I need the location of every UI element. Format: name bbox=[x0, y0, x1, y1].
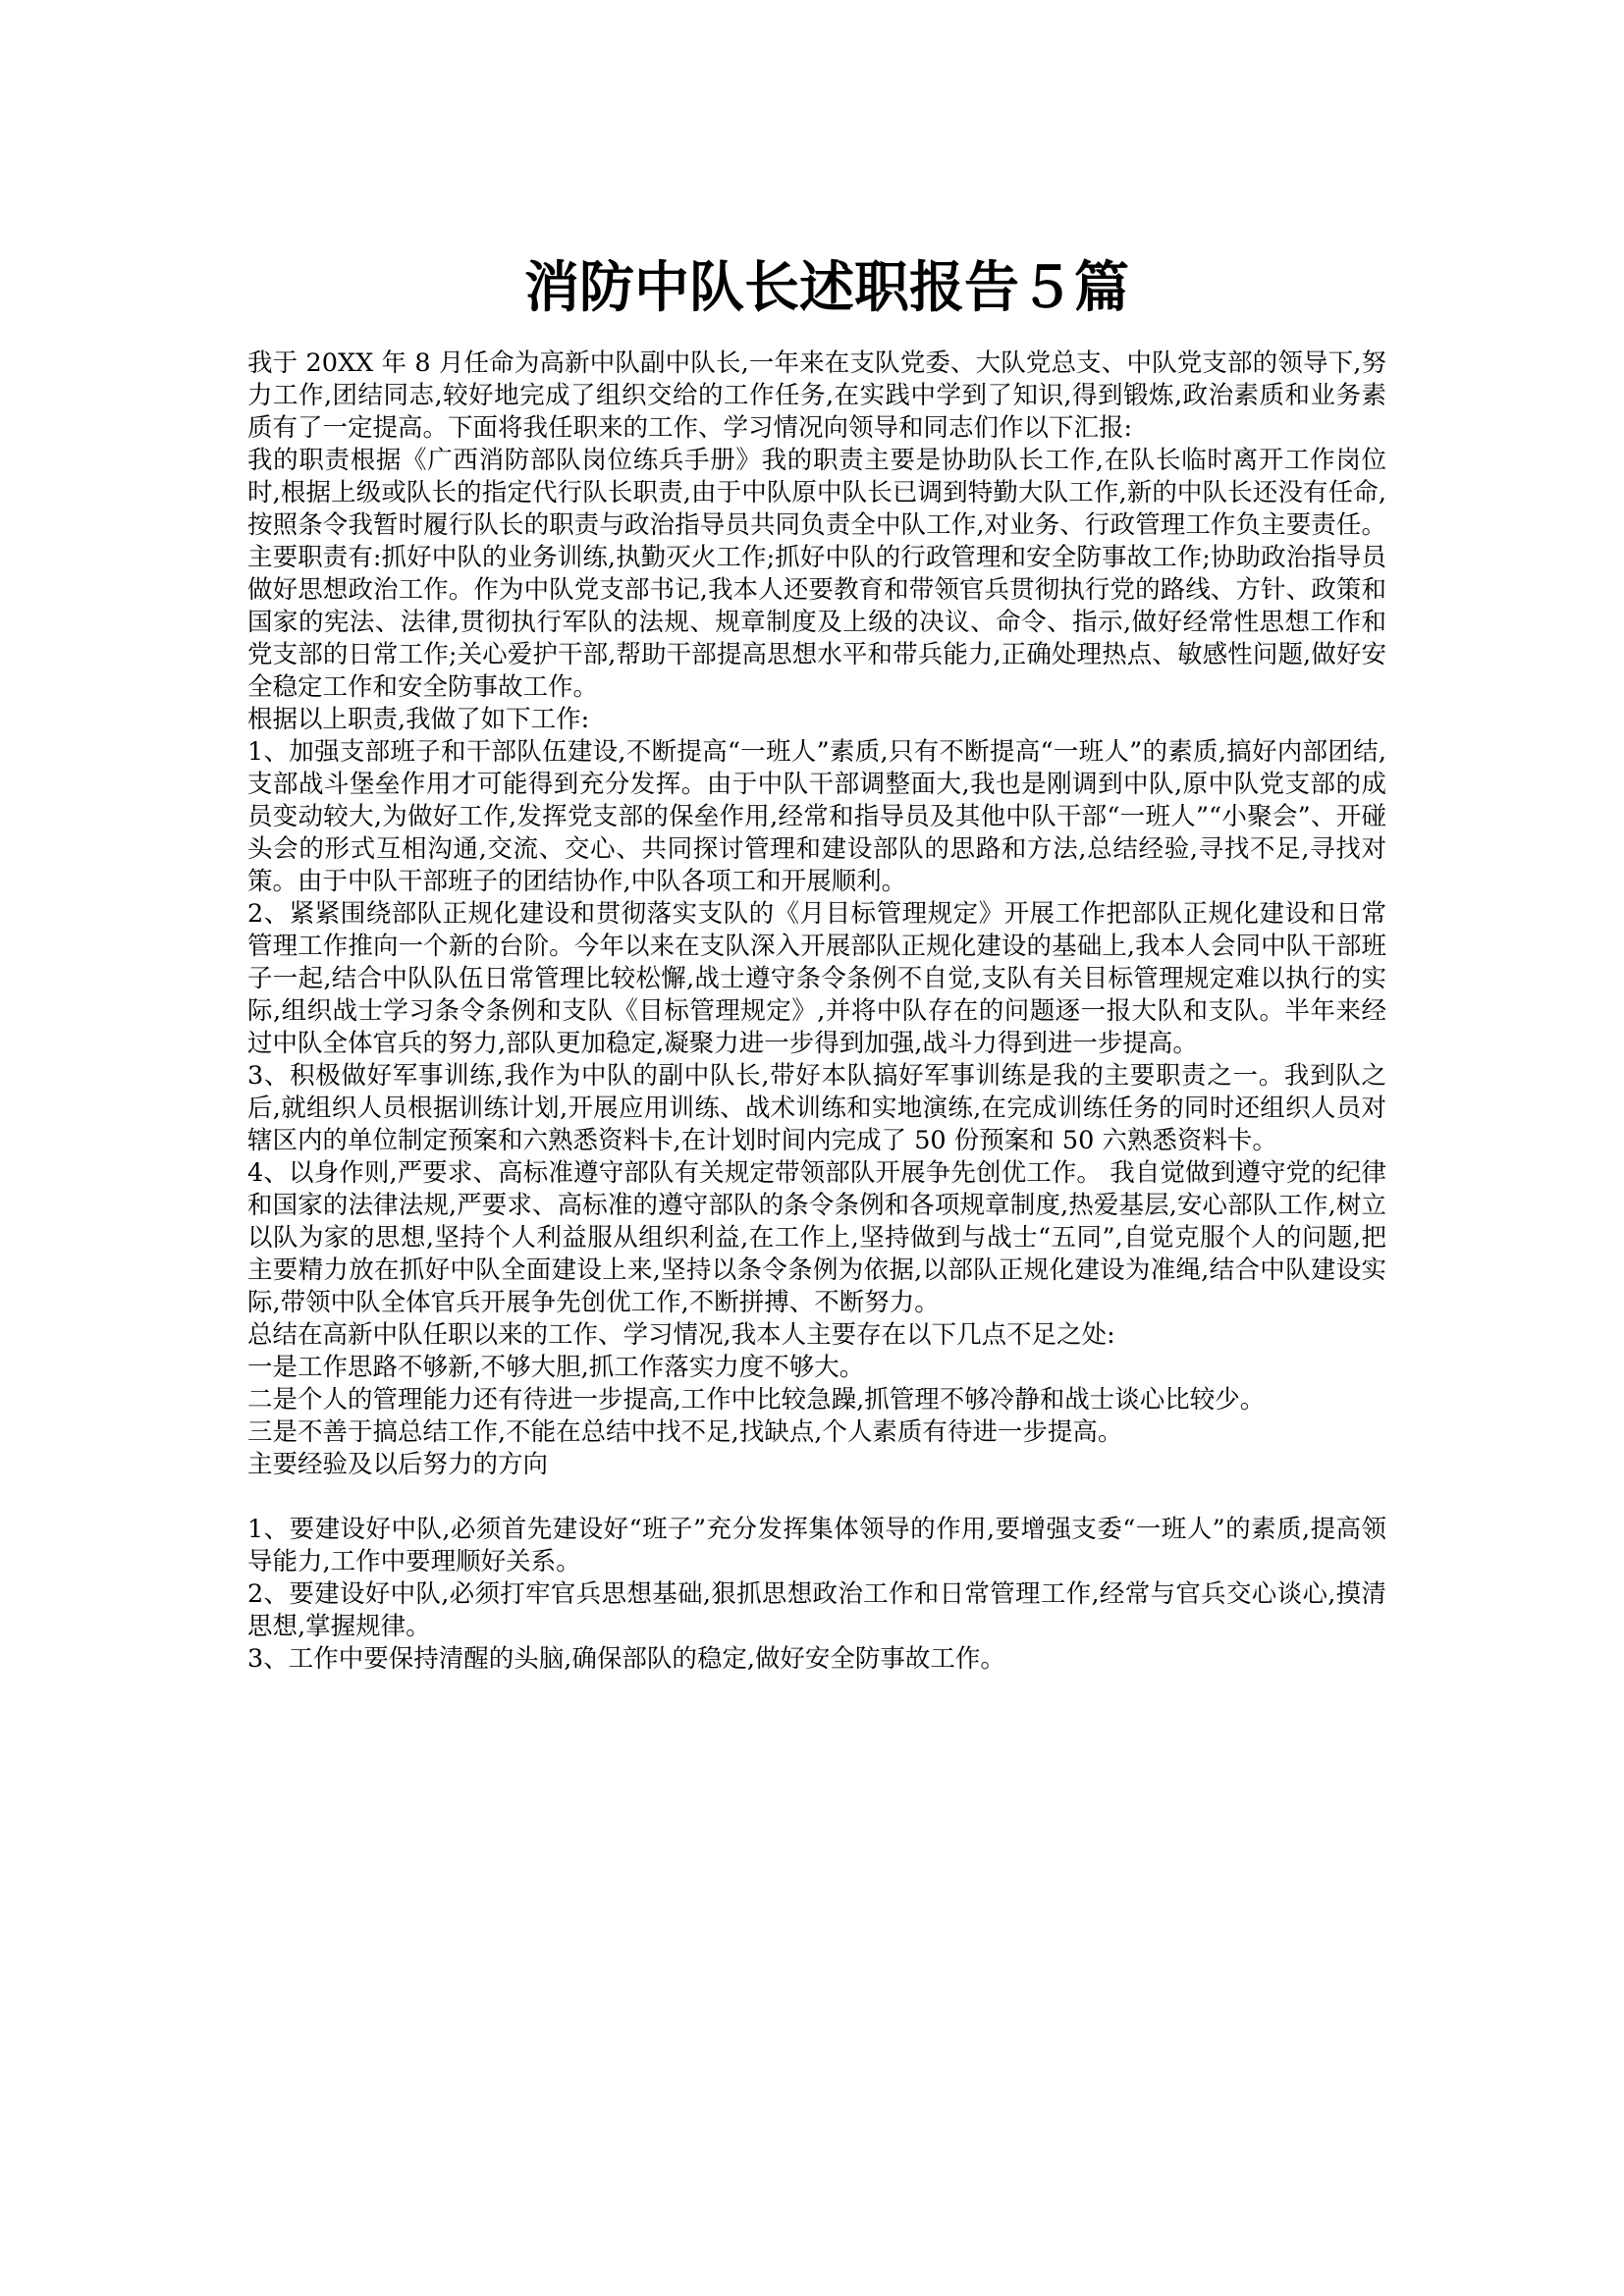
paragraph-shortcoming-1: 一是工作思路不够新,不够大胆,抓工作落实力度不够大。 bbox=[247, 1353, 865, 1382]
paragraph-direction-item-2: 2、要建设好中队,必须打牢官兵思想基础,狠抓思想政治工作和日常管理工作,经常与官兵交心谈心,摸清思想,掌握规律。 bbox=[247, 1579, 1386, 1641]
document-page bbox=[247, 253, 1386, 1676]
paragraph-intro: 我于 20XX 年 8 月任命为高新中队副中队长,一年来在支队党委、大队党总支、中队党支部的领导下,努力工作,团结同志,较好地完成了组织交给的工作任务,在实践中学到了知识,得到锻炼,政治素质和业务素质有了一定提高。下面将我任职来的工作、学习情况向领导和同志们作以下汇报: bbox=[247, 348, 1386, 443]
paragraph-work-item-3: 3、积极做好军事训练,我作为中队的副中队长,带好本队搞好军事训练是我的主要职责之一。我到队之后,就组织人员根据训练计划,开展应用训练、战术训练和实地演练,在完成训练任务的同时还组织人员对辖区内的单位制定预案和六熟悉资料卡,在计划时间内完成了 50 份预案和 50 六熟悉资料卡。 bbox=[247, 1061, 1386, 1155]
paragraph-direction-heading: 主要经验及以后努力的方向 bbox=[247, 1450, 549, 1479]
paragraph-shortcoming-2: 二是个人的管理能力还有待进一步提高,工作中比较急躁,抓管理不够冷静和战士谈心比较少。 bbox=[247, 1385, 1266, 1415]
paragraph-work-item-4: 4、以身作则,严要求、高标准遵守部队有关规定带领部队开展争先创优工作。 我自觉做到遵守党的纪律和国家的法律法规,严要求、高标准的遵守部队的条令条例和各项规章制度,热爱基层,安心部队工作,树立以队为家的思想,坚持个人利益服从组织利益,在工作上,坚持做到与战士“五同”,自觉克服个人的问题,把主要精力放在抓好中队全面建设上来,坚持以条令条例为依据,以部队正规化建设为准绳,结合中队建设实际,带领中队全体官兵开展争先创优工作,不断拼搏、不断努力。 bbox=[247, 1158, 1386, 1317]
paragraph-duties: 我的职责根据《广西消防部队岗位练兵手册》我的职责主要是协助队长工作,在队长临时离开工作岗位时,根据上级或队长的指定代行队长职责,由于中队原中队长已调到特勤大队工作,新的中队长还没有任命,按照条令我暂时履行队长的职责与政治指导员共同负责全中队工作,对业务、行政管理工作负主要责任。主要职责有:抓好中队的业务训练,执勤灭火工作;抓好中队的行政管理和安全防事故工作;协助政治指导员做好思想政治工作。作为中队党支部书记,我本人还要教育和带领官兵贯彻执行党的路线、方针、政策和国家的宪法、法律,贯彻执行军队的法规、规章制度及上级的决议、命令、指示,做好经常性思想工作和党支部的日常工作;关心爱护干部,帮助干部提高思想水平和带兵能力,正确处理热点、敏感性问题,做好安全稳定工作和安全防事故工作。 bbox=[247, 446, 1386, 702]
paragraph-shortcoming-3: 三是不善于搞总结工作,不能在总结中找不足,找缺点,个人素质有待进一步提高。 bbox=[247, 1417, 1123, 1447]
paragraph-work-item-1: 1、加强支部班子和干部队伍建设,不断提高“一班人”素质,只有不断提高“一班人”的素质,搞好内部团结,支部战斗堡垒作用才可能得到充分发挥。由于中队干部调整面大,我也是刚调到中队,原中队党支部的成员变动较大,为做好工作,发挥党支部的保垒作用,经常和指导员及其他中队干部“一班人”“小聚会”、开碰头会的形式互相沟通,交流、交心、共同探讨管理和建设部队的思路和方法,总结经验,寻找不足,寻找对策。由于中队干部班子的团结协作,中队各项工和开展顺利。 bbox=[247, 737, 1386, 896]
paragraph-work-intro: 根据以上职责,我做了如下工作: bbox=[247, 705, 590, 734]
paragraph-gap bbox=[247, 1481, 1386, 1514]
paragraph-direction-item-3: 3、工作中要保持清醒的头脑,确保部队的稳定,做好安全防事故工作。 bbox=[247, 1644, 1005, 1674]
document-title: 消防中队长述职报告５篇 bbox=[524, 256, 1129, 320]
paragraph-shortcomings-intro: 总结在高新中队任职以来的工作、学习情况,我本人主要存在以下几点不足之处: bbox=[247, 1320, 1115, 1350]
paragraph-direction-item-1: 1、要建设好中队,必须首先建设好“班子”充分发挥集体领导的作用,要增强支委“一班人”的素质,提高领导能力,工作中要理顺好关系。 bbox=[247, 1515, 1386, 1576]
paragraph-work-item-2: 2、紧紧围绕部队正规化建设和贯彻落实支队的《月目标管理规定》开展工作把部队正规化建设和日常管理工作推向一个新的台阶。今年以来在支队深入开展部队正规化建设的基础上,我本人会同中队干部班子一起,结合中队队伍日常管理比较松懈,战士遵守条令条例不自觉,支队有关目标管理规定难以执行的实际,组织战士学习条令条例和支队《目标管理规定》,并将中队存在的问题逐一报大队和支队。半年来经过中队全体官兵的努力,部队更加稳定,凝聚力进一步得到加强,战斗力得到进一步提高。 bbox=[247, 899, 1386, 1058]
document-body bbox=[247, 347, 1386, 1676]
